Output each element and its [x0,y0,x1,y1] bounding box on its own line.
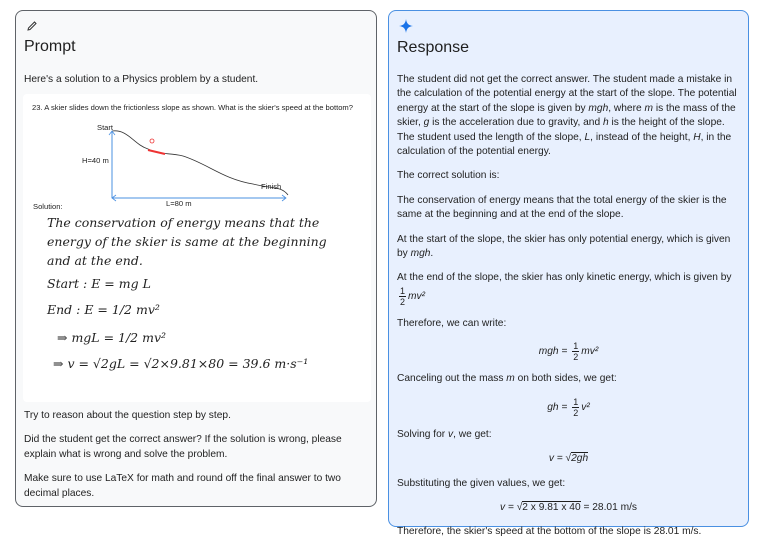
numerator: 1 [573,341,579,352]
math: mv² [408,291,425,303]
start-label: Start [97,123,114,132]
equation: v = √2gh [548,453,589,465]
length-label: L=80 m [166,199,192,208]
text: on both sides, we get: [514,373,617,385]
prompt-instructions [24,409,368,511]
prompt-panel [15,10,377,507]
solution-label: Solution: [33,202,63,211]
math: mv² [581,346,599,358]
math: mgh [588,102,609,114]
fraction-half [399,286,406,307]
math: v = [548,453,563,465]
numerator: 1 [573,396,579,407]
math: h [602,117,609,129]
math: g [423,117,430,129]
handwritten-line: The conservation of energy means that the [47,215,320,230]
response-paragraph: At the start of the slope, the skier has only potential energy, which is given by mgh. [397,233,731,260]
numerator: 1 [400,285,406,296]
math: v [447,428,454,440]
text: The student did not get the correct answer. The student made a mistake in the calculation of the potential energy at the start of the slope. The potential energy at the start of the slope is given by [397,74,737,114]
math: mgh [410,248,431,260]
response-paragraph: Therefore, the skier's speed at the bottom of the slope is 28.01 m/s. [397,526,702,538]
math: = 28.01 m/s [583,501,637,513]
math: mgh = [538,346,568,358]
handwritten-line: Start : E = mg L [47,276,151,291]
equation [397,397,740,418]
instruction-paragraph: Try to reason about the question step by step. [24,410,231,421]
equation: v = √2 x 9.81 x 40 = 28.01 m/s [500,501,637,513]
response-paragraph [397,73,740,159]
math: v² [581,401,590,413]
handwritten-line: ⇒ mgL = 1/2 mv² [57,330,167,345]
text: , where [608,102,645,114]
question-text: 23. A skier slides down the frictionless slope as shown. What is the skier's speed at the bottom? [32,103,353,112]
denominator: 2 [573,352,579,363]
slope-diagram [23,94,371,214]
response-panel [388,10,749,538]
denominator: 2 [573,407,579,418]
response-title: Response [397,39,470,56]
pencil-icon [26,20,38,32]
equation [397,341,740,362]
response-paragraph: The correct solution is: [397,170,500,182]
response-paragraph [397,428,740,442]
text: At the end of the slope, the skier has only kinetic energy, which is given by [397,272,732,284]
instruction-paragraph: Did the student get the correct answer? If the solution is wrong, please explain what is wrong and solve the problem. [24,434,342,460]
problem-figure [23,94,371,402]
text: is the height of the slope. The student used the length of the slope, [397,117,725,143]
height-label: H=40 m [82,156,109,165]
response-paragraph [397,372,740,386]
math: H [693,131,701,143]
fraction-half [572,397,579,418]
math: gh = [547,401,568,413]
math: m [644,102,653,114]
text: is the acceleration due to gravity, and [429,117,603,129]
instruction-paragraph: Make sure to use LaTeX for math and round off the final answer to two decimal places. [24,473,341,499]
text: Solving for [397,428,448,440]
fraction-half [572,341,579,362]
response-body [397,73,740,550]
finish-label: Finish [261,182,282,191]
prompt-intro: Here's a solution to a Physics problem by a student. [24,74,259,85]
text: Canceling out the mass [397,373,507,385]
sparkle-icon [399,19,413,33]
response-paragraph: Therefore, we can write: [397,317,507,329]
handwritten-line: End : E = 1/2 mv² [47,302,160,317]
math: 2 x 9.81 x 40 [522,501,581,513]
denominator: 2 [400,296,406,307]
math: L [584,131,591,143]
handwritten-line: ⇒ v = √2gL = √2×9.81×80 = 39.6 m·s⁻¹ [53,356,309,371]
text: is the mass of the skier, [397,102,736,129]
math: 2gh [571,453,589,465]
response-paragraph: Substituting the given values, we get: [397,477,566,489]
prompt-title: Prompt [24,38,76,55]
text: , we get: [453,428,492,440]
math: v = [500,501,514,513]
math: m [506,373,515,385]
text: At the start of the slope, the skier has only potential energy, which is given by [397,233,731,260]
response-paragraph [397,271,740,306]
handwritten-line: energy of the skier is same at the beginning [47,234,327,249]
text: , in the calculation of the potential energy. [397,131,732,158]
text: , instead of the height, [590,131,694,143]
response-paragraph: The conservation of energy means that the total energy of the skier is the same at the beginning and at the end of the slope. [397,194,727,221]
handwritten-line: and at the end. [47,253,143,268]
